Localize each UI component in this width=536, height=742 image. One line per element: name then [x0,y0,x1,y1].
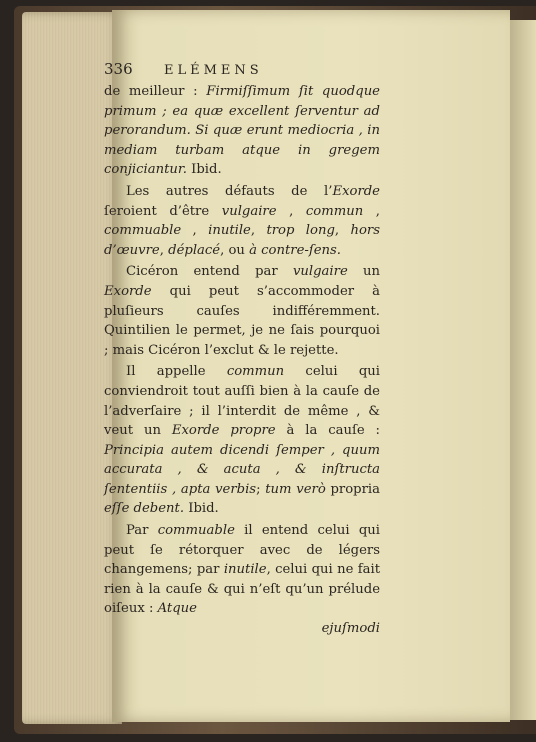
text-run: , [276,203,306,219]
text-run: , celui qui ne fait rien à la cauſe & qui n’eſt qu’un prélude oiſeux : [104,562,380,617]
italic-text: vulgaire [221,203,277,219]
page-number: 336 [104,60,133,78]
italic-text: trop long [266,223,335,239]
paragraph [104,82,380,180]
italic-text: tum verò [265,481,326,497]
running-title: ELÉMENS [164,63,263,78]
text-run: Ibid. [184,501,219,517]
text-run: Ibid. [186,162,222,178]
text-run: Cicéron entend par [126,264,293,280]
text-run: , ou [220,242,250,258]
text-run: , [250,223,267,239]
text-run: qui peut s’accommoder à pluſieurs cauſes indifféremment. Quintilien le permet, je ne ſais pourquoi ; mais Cicéron l’exclut & le rejette. [104,283,380,358]
italic-text: commun [226,364,285,380]
text-run: Les autres défauts de l’ [126,183,333,199]
text-run: Par [126,523,158,539]
italic-text: à contre-ſens. [249,242,341,258]
italic-text: vulgaire [292,264,348,280]
text-run: propria [325,481,380,497]
text-run: il entend celui qui peut ſe rétorquer avec de légers changemens; par [104,523,380,578]
paragraph [104,262,380,360]
italic-text: Exorde propre [171,423,276,439]
page-header [104,60,380,82]
text-run: ; [256,481,266,497]
page-text [104,60,380,639]
italic-text: déplacé [168,242,221,258]
text-run: , [363,203,381,219]
text-run: , [159,242,169,258]
text-run: Il appelle [126,364,227,380]
italic-text: commuable [157,523,235,539]
facing-page-edge [510,20,536,720]
italic-text: eſſe debent. [104,501,185,517]
italic-text: Atque [157,601,197,617]
paragraph [104,362,380,519]
italic-text: inutile [223,562,267,578]
paragraph [104,182,380,260]
italic-text: Principia autem dicendi ſemper , quum accurata , & acuta , & inſtructa ſententiis , apta verbis [104,442,380,497]
text-run: un [347,264,380,280]
italic-text: Exorde [332,183,380,199]
text-run: à la cauſe : [275,423,380,439]
text-run: celui qui conviendroit tout auſſi bien à la cauſe de l’adverſaire ; il l’interdit de même , & veut un [104,364,380,439]
text-run: , [181,223,209,239]
italic-text: hors d’œuvre [104,223,380,258]
text-run: , [334,223,351,239]
text-run: ſeroient d’être [104,203,222,219]
italic-text: inutile [208,223,251,239]
text-run: de meilleur : [104,84,207,99]
italic-text: commun [305,203,364,219]
paragraph [104,521,380,619]
catchword: ejuſmodi [321,621,380,637]
italic-text: commuable [104,223,182,239]
italic-text: Exorde [104,283,152,299]
italic-text: Firmiſſimum ſit quodque primum ; ea quæ excellent ſerventur ad perorandum. Si quæ erunt mediocria , in mediam turbam atque in gregem conjiciantur. [104,84,380,178]
